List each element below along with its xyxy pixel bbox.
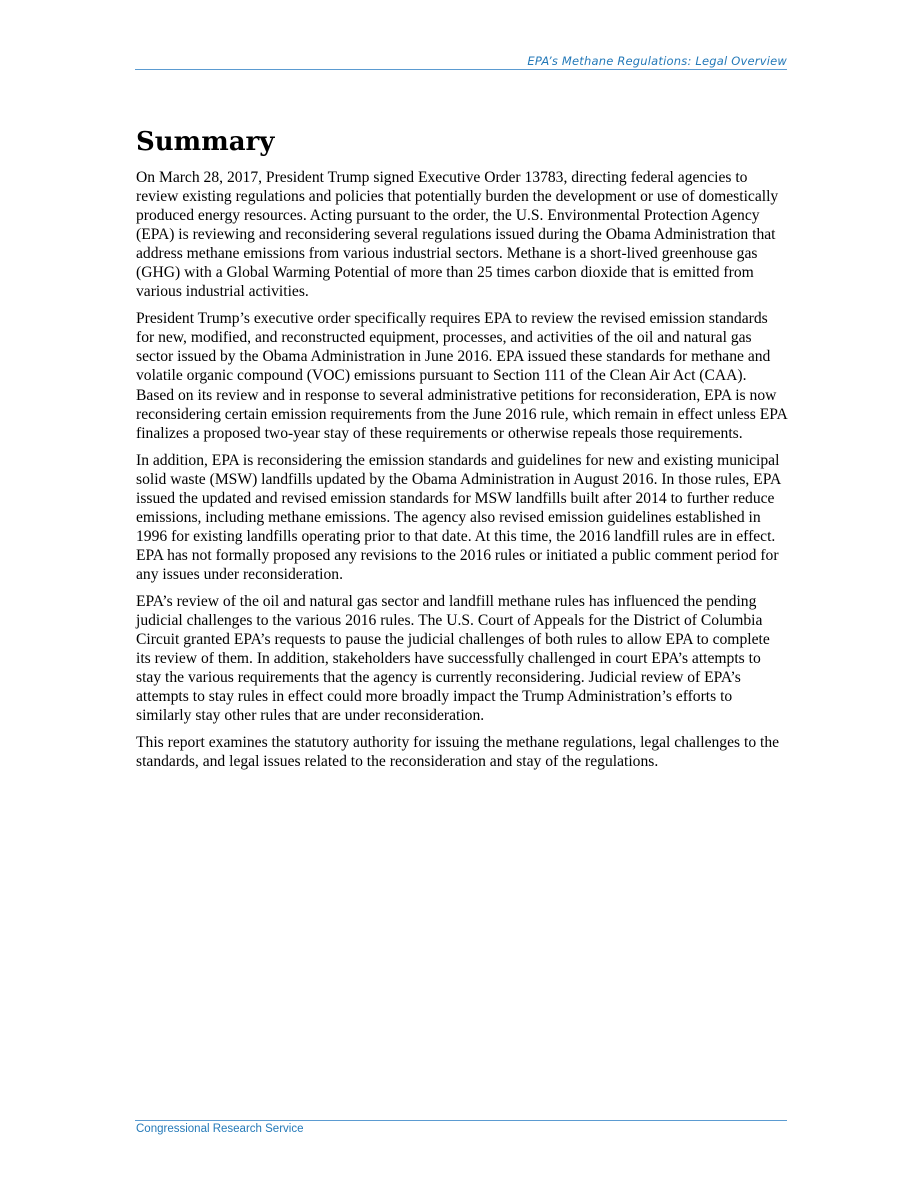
- section-heading: Summary: [136, 127, 275, 157]
- paragraph-5: This report examines the statutory authority for issuing the methane regulations, legal challenges to the standards, and legal issues related to the reconsideration and stay of the regulations.: [136, 734, 780, 771]
- running-header-title: EPA’s Methane Regulations: Legal Overview: [527, 54, 787, 68]
- footer-divider: [135, 1120, 787, 1121]
- paragraph-1: On March 28, 2017, President Trump signed Executive Order 13783, directing federal agencies to review existing regulations and policies that potentially burden the development or use of domestically produced energy resources. Acting pursuant to the order, the U.S. Environmental Protection Agency (EPA) is reviewing and reconsidering several regulations issued during the Obama Administration that address methane emissions from various industrial sectors. Methane is a short-lived greenhouse gas (GHG) with a Global Warming Potential of more than 25 times carbon dioxide that is emitted from various industrial activities.: [136, 169, 779, 301]
- paragraph-3: In addition, EPA is reconsidering the emission standards and guidelines for new and existing municipal solid waste (MSW) landfills updated by the Obama Administration in August 2016. In those rules, EPA issued the updated and revised emission standards for MSW landfills built after 2014 to further reduce emissions, including methane emissions. The agency also revised emission guidelines established in 1996 for existing landfills operating prior to that date. At this time, the 2016 landfill rules are in effect. EPA has not formally proposed any revisions to the 2016 rules or initiated a public comment period for any issues under reconsideration.: [136, 451, 781, 583]
- footer-source: Congressional Research Service: [136, 1123, 304, 1135]
- main-content: [136, 122, 788, 779]
- header-divider: [135, 69, 787, 70]
- paragraph-4: EPA’s review of the oil and natural gas sector and landfill methane rules has influenced the pending judicial challenges to the various 2016 rules. The U.S. Court of Appeals for the District of Columbia Circuit granted EPA’s requests to pause the judicial challenges of both rules to allow EPA to complete its review of them. In addition, stakeholders have successfully challenged in court EPA’s attempts to stay the various requirements that the agency is currently reconsidering. Judicial review of EPA’s attempts to stay rules in effect could more broadly impact the Trump Administration’s efforts to similarly stay other rules that are under reconsideration.: [136, 592, 770, 725]
- paragraph-2: President Trump’s executive order specifically requires EPA to review the revised emission standards for new, modified, and reconstructed equipment, processes, and activities of the oil and natural gas sector issued by the Obama Administration in June 2016. EPA issued these standards for methane and volatile organic compound (VOC) emissions pursuant to Section 111 of the Clean Air Act (CAA). Based on its review and in response to several administrative petitions for reconsideration, EPA is now reconsidering certain emission requirements from the June 2016 rule, which remain in effect unless EPA finalizes a proposed two-year stay of these requirements or otherwise repeals those requirements.: [136, 310, 787, 442]
